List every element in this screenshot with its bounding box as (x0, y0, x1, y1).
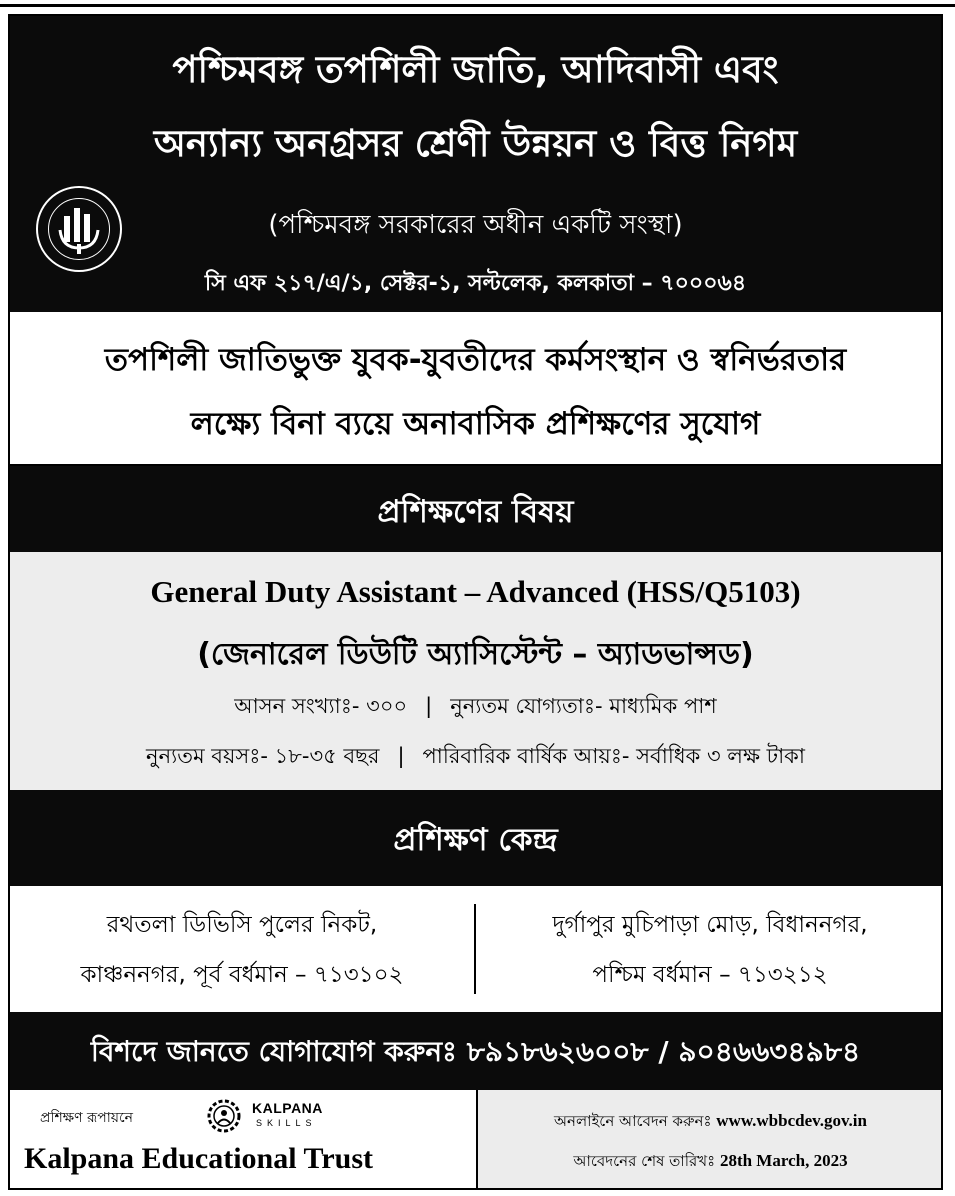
apply-label: অনলাইনে আবেদন করুনঃ (554, 1112, 712, 1130)
age-info: নুন্যতম বয়সঃ- ১৮-৩৫ বছর (146, 744, 380, 768)
centre-left-line1: রথতলা ডিভিসি পুলের নিকট, (106, 912, 378, 938)
deadline-label: আবেদনের শেষ তারিখঃ (573, 1152, 716, 1170)
centre-right-line1: দুর্গাপুর মুচিপাড়া মোড়, বিধাননগর, (552, 912, 868, 938)
centre-heading: প্রশিক্ষণ কেন্দ্র (393, 822, 558, 858)
centre-right-line2: পশ্চিম বর্ধমান – ৭১৩২১২ (592, 962, 828, 988)
headline-line1: তপশিলী জাতিভুক্ত যুবক-যুবতীদের কর্মসংস্থান ও স্বনির্ভরতার (104, 342, 847, 378)
org-title-line1: পশ্চিমবঙ্গ তপশিলী জাতি, আদিবাসী এবং (172, 48, 779, 91)
org-address: সি এফ ২১৭/এ/১, সেক্টর-১, সল্টলেক, কলকাতা – ৭০০০৬৪ (204, 271, 747, 296)
org-subtitle: (পশ্চিমবঙ্গ সরকারের অধীন একটি সংস্থা) (268, 210, 683, 240)
kalpana-brand: KALPANA (252, 1100, 323, 1116)
top-rule (0, 4, 955, 7)
info-separator: | (425, 694, 433, 718)
info-separator: | (397, 744, 405, 768)
centre-left-line2: কাঞ্চননগর, পূর্ব বর্ধমান – ৭১৩১০২ (80, 962, 404, 988)
kalpana-skills: SKILLS (256, 1118, 317, 1128)
course-name-bengali: (জেনারেল ডিউটি অ্যাসিস্টেন্ট – অ্যাডভান্সড) (197, 637, 754, 672)
trust-name: Kalpana Educational Trust (24, 1142, 373, 1175)
outer-border (8, 14, 943, 1190)
org-title-line2: অন্যান্য অনগ্রসর শ্রেণী উন্নয়ন ও বিত্ত নিগম (153, 122, 798, 165)
course-name-english: General Duty Assistant – Advanced (HSS/Q5103) (150, 574, 801, 609)
qualification-info: নুন্যতম যোগ্যতাঃ- মাধ্যমিক পাশ (450, 694, 717, 718)
headline-line2: লক্ষ্যে বিনা ব্যয়ে অনাবাসিক প্রশিক্ষণের সুযোগ (190, 406, 761, 442)
income-info: পারিবারিক বার্ষিক আয়ঃ- সর্বাধিক ৩ লক্ষ টাকা (422, 744, 805, 768)
seats-info: আসন সংখ্যাঃ- ৩০০ (234, 694, 408, 718)
deadline-date: 28th March, 2023 (719, 1151, 848, 1170)
contact-text: বিশদে জানতে যোগাযোগ করুনঃ ৮৯১৮৬২৬০০৮ / ৯০৪৬৬৩৪৯৮৪ (90, 1035, 861, 1068)
implemented-by-label: প্রশিক্ষণ রূপায়নে (40, 1110, 133, 1126)
apply-url[interactable]: www.wbbcdev.gov.in (716, 1111, 867, 1130)
subject-heading: প্রশিক্ষণের বিষয় (377, 494, 574, 530)
